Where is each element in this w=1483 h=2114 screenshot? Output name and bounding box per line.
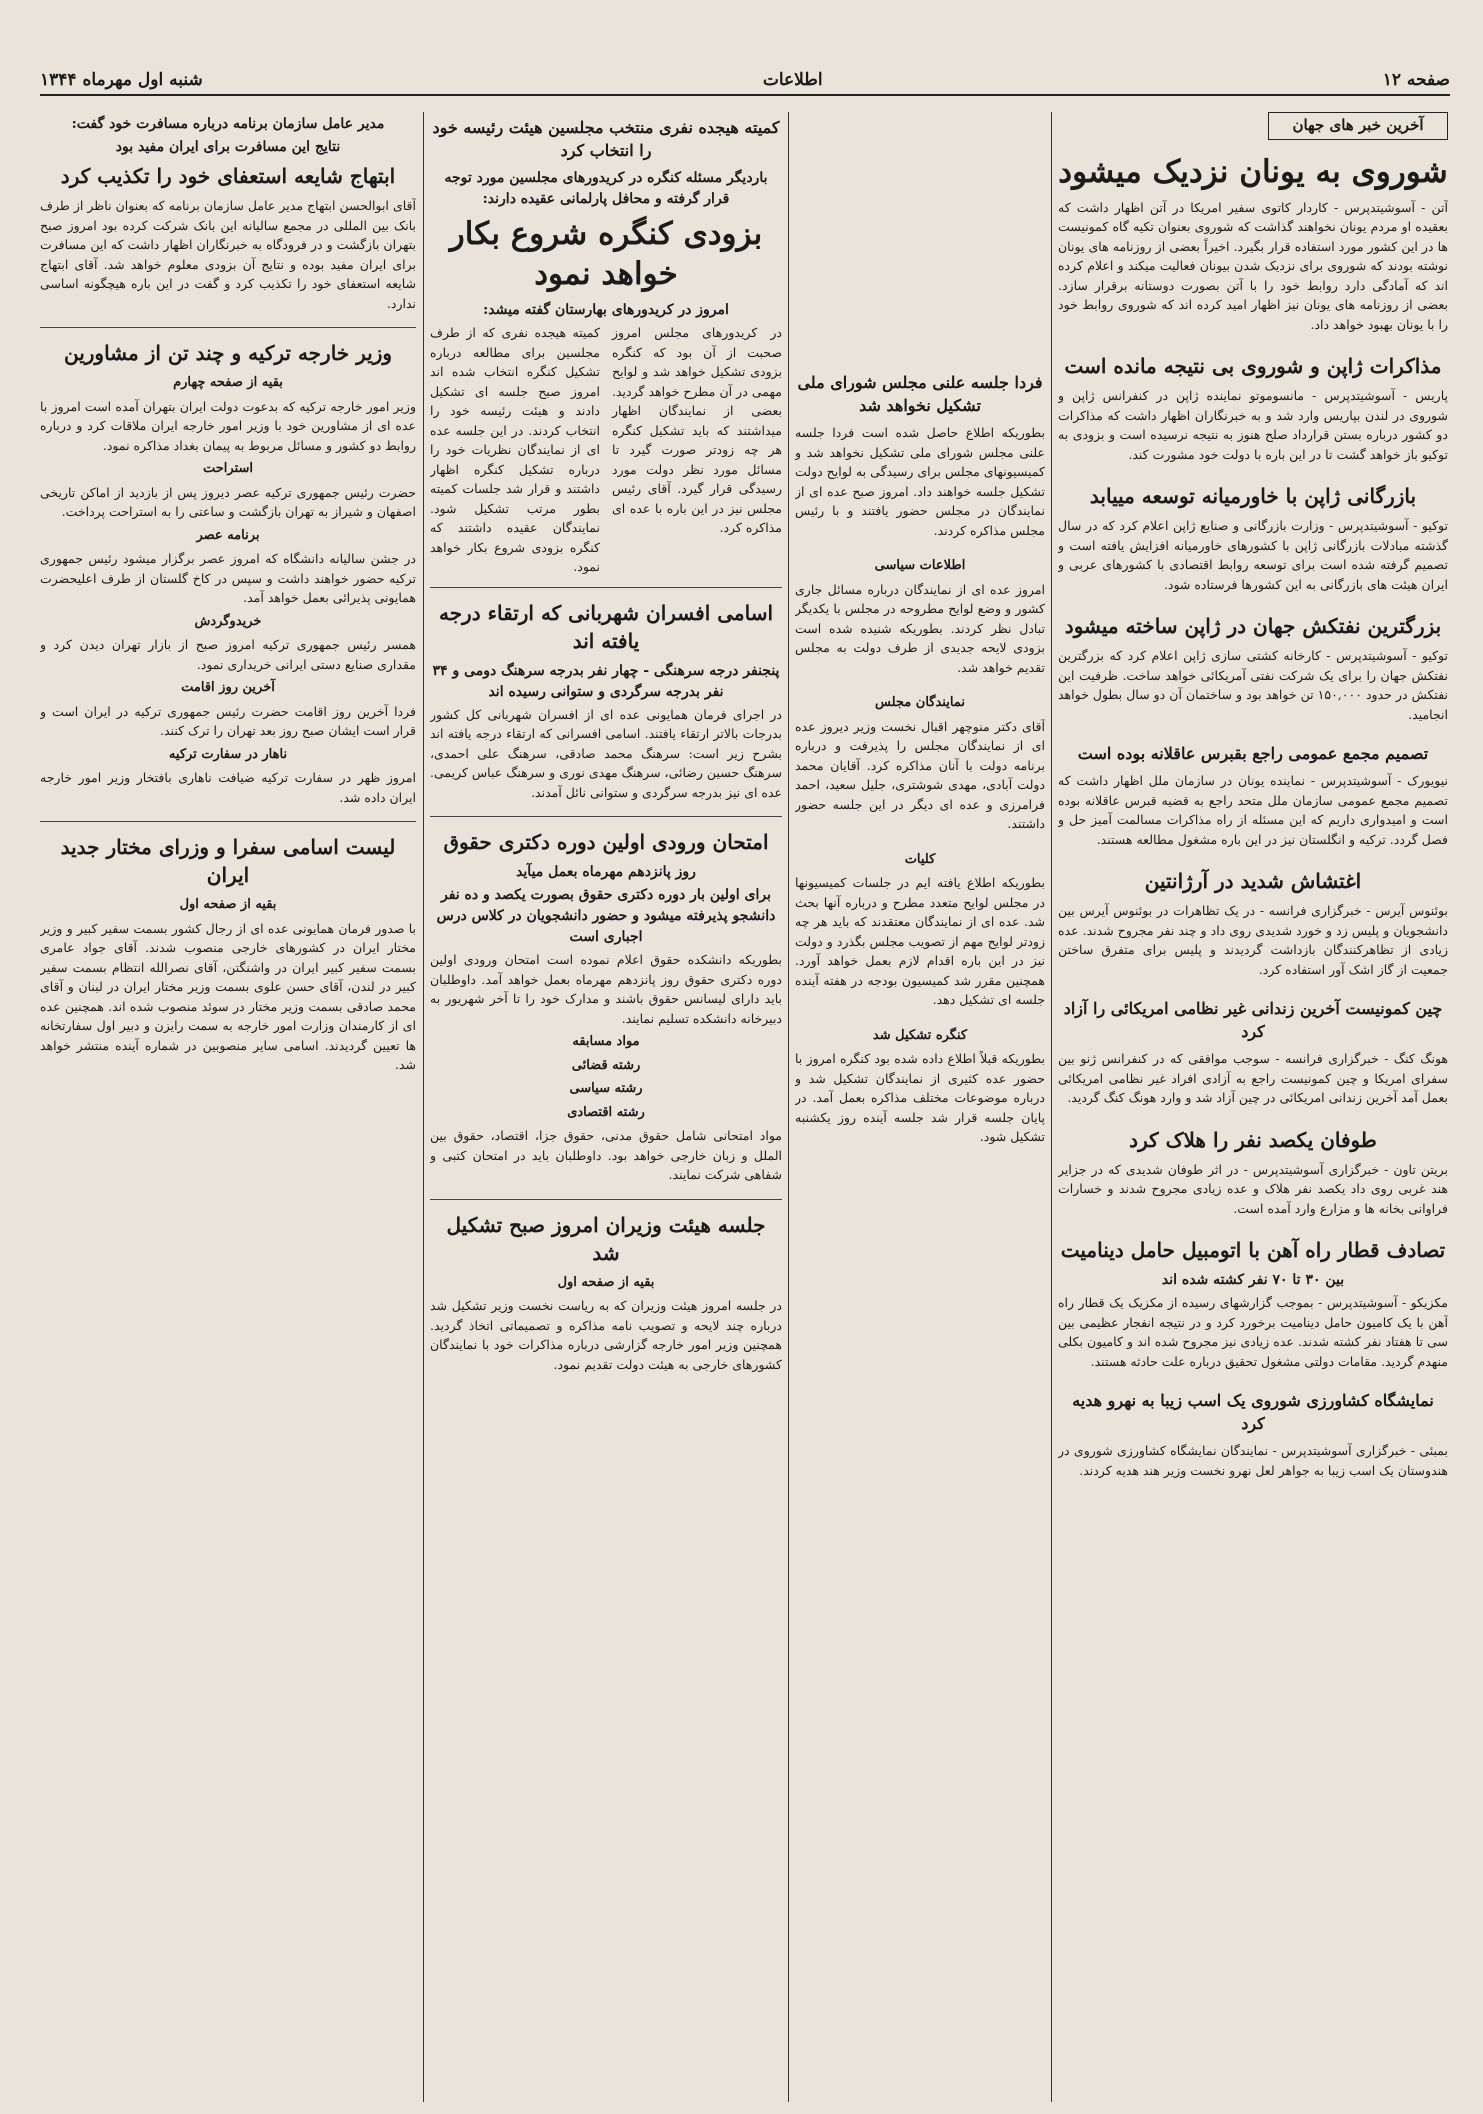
headline: ابتهاج شایعه استعفای خود را تکذیب کرد — [60, 164, 396, 188]
headline: تصادف قطار راه آهن با اتومبیل حامل دینامیت — [1060, 1238, 1446, 1262]
article-body: بریتن تاون - خبرگزاری آسوشیتدپرس - در اثر طوفان شدیدی که در جزایر هند غربی روی داد یکصد نفر هلاک و عده زیادی مجروح شدند و خسارات فراوانی بخانه ها و مزارع وارد آمده است. — [1058, 1161, 1448, 1216]
article-nehru-horse — [1058, 1385, 1448, 1484]
article-body: همسر رئیس جمهوری ترکیه امروز صبح از بازار تهران دیدن کرد و مقداری صنایع دستی ایرانی خریداری نمود. — [40, 637, 416, 672]
headline: وزیر خارجه ترکیه و چند تن از مشاورین — [63, 341, 393, 365]
article-generalities — [795, 848, 1045, 1014]
subheadline: امروز در کریدورهای بهارستان گفته میشد: — [483, 302, 729, 318]
article-body: توکیو - آسوشیتدپرس - کارخانه کشتی سازی ژاپن اعلام کرد که بزرگترین نفتکش جهان را برای یک شرکت نفتی آمریکائی خواهد ساخت. ظرفیت این نفتکش در حدود ۱۵۰,۰۰۰ تن خواهد بود و ساختمان آن دو سال بطول خواهد انجامید. — [1058, 648, 1448, 722]
headline: فردا جلسه علنی مجلس شورای ملی تشکیل نخواهد شد — [797, 373, 1043, 415]
article-body: نیویورک - آسوشیتدپرس - نماینده یونان در سازمان ملل اظهار داشت که تصمیم مجمع عمومی سازمان ملل متحد راجع به قضیه قبرس عاقلانه بوده است و امیدواری داریم که این مسئله از راه مذاکرات مسالمت آمیز حل و فصل گردد. ترکیه و انگلستان نیز در این باره مشغول مطالعه هستند. — [1058, 773, 1448, 847]
section-label: برنامه عصر — [196, 527, 260, 543]
headline: جلسه هیئت وزیران امروز صبح تشکیل شد — [446, 1212, 766, 1265]
article-japan-soviet-talks — [1058, 348, 1448, 468]
article-body: بطوریکه اطلاع حاصل شده است فردا جلسه علنی مجلس شورای ملی تشکیل نخواهد شد و کمیسیونهای مجلس برای رسیدگی به لوایح دولت تشکیل جلسه خواهند داد. امروز صبح عده ای از نمایندگان در مجلس حضور یافتند و با رئیس مجلس مذاکره کردند. — [795, 425, 1045, 538]
article-committee-18 — [430, 112, 782, 577]
headline: چین کمونیست آخرین زندانی غیر نظامی امریکائی را آزاد کرد — [1063, 999, 1443, 1041]
article-storm — [1058, 1122, 1448, 1223]
divider — [40, 327, 416, 328]
article-body: در جشن سالیانه دانشگاه که امروز عصر برگزار میشود رئیس جمهوری ترکیه حضور خواهند داشت و سپس در کاخ گلستان از طرف اعلیحضرت همایونی پذیرائی بعمل خواهد آمد. — [40, 551, 416, 605]
article-body: هونگ کنگ - خبرگزاری فرانسه - سوجب موافقی که در کنفرانس ژنو بین سفرای امریکا و چین کمونیست راجع به آزادی افراد غیر نظامی امریکائی بعمل آمد آخرین زندانی امریکائی در چین آزاد شد و وارد هونگ کنگ گردید. — [1058, 1051, 1448, 1105]
paper-name: اطلاعات — [762, 70, 823, 90]
headline: لیست اسامی سفرا و وزرای مختار جدید ایران — [60, 835, 396, 887]
column-parliament — [795, 112, 1045, 2102]
headline: اسامی افسران شهربانی که ارتقاء درجه یافته اند — [438, 600, 774, 653]
article-body: بمبئی - خبرگزاری آسوشیتدپرس - نمایندگان نمایشگاه کشاورزی شوروی در هندوستان یک اسب زیبا به جواهر لعل نهرو نخست وزیر هند هدیه کردند. — [1058, 1443, 1448, 1478]
article-body: در جلسه امروز هیئت وزیران که به ریاست نخست وزیر تشکیل شد درباره چند لایحه و تصویب نامه مذاکره و تصمیماتی اتخاذ گردید. همچنین وزیر امور خارجه گزارشی درباره مذاکرات خود با نمایندگان کشورهای خارجی به هیئت دولت تقدیم نمود. — [430, 1298, 782, 1372]
section-label: ناهار در سفارت ترکیه — [168, 746, 288, 762]
article-largest-tanker — [1058, 608, 1448, 728]
article-body: امروز ظهر در سفارت ترکیه ضیافت ناهاری بافتخار وزیر امور خارجه ایران داده شد. — [40, 770, 416, 805]
headline: اغتشاش شدید در آرژانتین — [1144, 869, 1362, 893]
headline: نمایشگاه کشاورزی شوروی یک اسب زیبا به نهرو هدیه کرد — [1072, 1391, 1434, 1433]
article-police-promotions — [430, 595, 782, 807]
section-label: کنگره تشکیل شد — [872, 1027, 968, 1043]
article-soviet-greece — [1058, 148, 1448, 339]
continued-label: بقیه از صفحه اول — [557, 1274, 655, 1290]
divider — [430, 587, 782, 588]
spacer — [795, 112, 1045, 367]
article-train-collision — [1058, 1232, 1448, 1375]
section-label: رشته اقتصادی — [567, 1104, 645, 1120]
article-law-doctorate-exam — [430, 824, 782, 1189]
section-label: خریدوگردش — [194, 613, 262, 629]
section-label: رشته سیاسی — [569, 1081, 643, 1096]
section-label: مواد مسابقه — [572, 1034, 640, 1049]
column-domestic — [40, 112, 416, 2102]
headline: طوفان یکصد نفر را هلاک کرد — [1129, 1127, 1377, 1152]
article-body-right: در کریدورهای مجلس امروز صحبت از آن بود که کنگره بزودی تشکیل خواهد شد و لوایح مهمی در آن مطرح خواهد گردید. بعضی از نمایندگان اظهار میداشتند که باید تشکیل کنگره هر چه زودتر صورت گیرد تا مسائل مورد نظر دولت مورد رسیدگی قرار گیرد. آقای رئیس مجلس نیز در این باره با عده ای مذاکره کرد. — [612, 325, 782, 535]
article-political-info — [795, 554, 1045, 681]
article-no-session-tomorrow — [795, 367, 1045, 544]
article-body: آتن - آسوشیتدپرس - کاردار کاتوی سفیر امریکا در آتن اظهار داشت که بعقیده او مردم یونان نخواهند گذاشت که شوروی بعنوان تکیه گاه کمونیست ها در این کشور مورد استفاده قرار بگیرد. اخیراً بعضی از روزنامه های یونان نوشته بودند که شوروی برای نزدیک شدن بیونان فعالیت میکند و اعلام کرده اند که آمادگی دارد روابط خود را با آتن بصورت دوستانه برقرار سازد. بعضی از روزنامه های یونان نیز اظهار امید کرده اند که شوروی روابط خود را با یونان بهبود خواهد داد. — [1058, 199, 1448, 332]
divider — [40, 821, 416, 822]
article-body: با صدور فرمان همایونی عده ای از رجال کشور بسمت سفیر کبیر و وزیر مختار ایران در کشورهای خارجی منصوب شدند. آقای جواد عامری بسمت سفیر کبیر ایران در واشنگتن، آقای نصرالله انتظام بسمت سفیر کبیر در لندن، آقای حسن علوی بسمت وزیر مختار ایران در لبنان و آقای محمد صادقی بسمت وزیر مختار در سوئد منصوب شده اند. همچنین عده ای از کارمندان وزارت امور خارجه به سمت رایزن و دبیر اول سفارتخانه ها تعیین گردیدند. اسامی سایر منصوبین در شماره آینده منتشر خواهد شد. — [40, 920, 416, 1072]
headline: شوروی به یونان نزدیک میشود — [1058, 153, 1448, 190]
subheadline: برای اولین بار دوره دکتری حقوق بصورت یکصد و ده نفر دانشجو پذیرفته میشود و حضور دانشجویان در کلاس درس اجباری است — [436, 887, 776, 945]
headline: مذاکرات ژاپن و شوروی بی نتیجه مانده است — [1064, 354, 1442, 378]
article-cyprus-decision — [1058, 738, 1448, 853]
column-rule — [423, 112, 424, 2102]
headline: بازرگانی ژاپن با خاورمیانه توسعه مییابد — [1089, 484, 1417, 508]
article-body: بطوریکه اطلاع یافته ایم در جلسات کمیسیونها در مجلس لوایح متعدد مطرح و درباره آنها بحث شد. عده ای از نمایندگان معتقدند که باید هر چه زودتر لوایح مهم از تصویب مجلس بگذرد و دولت نیز در این باره اقدام لازم بعمل خواهد آورد. همچنین مقرر شد کمیسیون بودجه در هفته آینده جلسه ای تشکیل دهد. — [795, 875, 1045, 1007]
article-turkish-fm — [40, 335, 416, 811]
article-body-left: کمیته هیجده نفری که از طرف مجلسین برای مطالعه درباره تشکیل کنگره انتخاب شده اند امروز صبح جلسه ای تشکیل دادند و هیئت رئیسه خود را انتخاب کردند. در این جلسه عده ای از نمایندگان نظریات خود را درباره تشکیل کنگره اظهار داشتند و قرار شد جلسات کمیته بطور مرتب تشکیل شود. نمایندگان عقیده داشتند که کنگره بزودی شروع بکار خواهد نمود. — [430, 325, 600, 574]
continued-label: بقیه از صفحه اول — [179, 897, 277, 912]
article-body: بطوریکه دانشکده حقوق اعلام نموده است امتحان ورودی اولین دوره دکتری حقوق روز پانزدهم مهرماه بعمل خواهد آمد. داوطلبان باید دارای لیسانس حقوق باشند و مدارک خود را تا آخر شهریور به دبیرخانه دانشکده تسلیم نمایند. — [430, 952, 782, 1026]
article-split — [430, 323, 782, 577]
column-rule — [1051, 112, 1052, 2102]
article-body: توکیو - آسوشیتدپرس - وزارت بازرگانی و صنایع ژاپن اعلام کرد که در سال گذشته مبادلات بازرگانی ژاپن با کشورهای خاورمیانه افزایش یافته است و تصمیم گرفته شده است برای توسعه روابط اقتصادی با کشورهای عربی و ایران هیئت های بازرگانی به این کشورها فرستاده شود. — [1058, 518, 1448, 592]
article-ambassadors — [40, 829, 416, 1079]
main-headline: بزودی کنگره شروع بکار خواهد نمود — [449, 216, 763, 292]
masthead — [40, 66, 1450, 96]
continued-label: بقیه از صفحه چهارم — [173, 375, 283, 390]
section-label: اطلاعات سیاسی — [874, 558, 966, 573]
article-body: در اجرای فرمان همایونی عده ای از افسران شهربانی کل کشور بدرجات بالاتر ارتقاء یافتند. اسامی افسرانی که ارتقاء درجه یافته اند بشرح زیر است: سرهنگ محمد صادقی، سرهنگ علی احمدی، سرهنگ حسین رضائی، سرهنگ مهدی نوری و سرهنگ عباس کریمی. عده ای نیز بدرجه سرگردی و ستوانی نائل آمدند. — [430, 706, 782, 800]
section-box-world-news: آخرین خبر های جهان — [1268, 112, 1448, 140]
subheadline: پنجنفر درجه سرهنگی - چهار نفر بدرجه سرهنگ دومی و ۳۴ نفر بدرجه سرگردی و ستوانی رسیده اند — [432, 662, 780, 700]
section-label: استراحت — [202, 461, 253, 476]
article-body: حضرت رئیس جمهوری ترکیه عصر دیروز پس از بازدید از اماکن تاریخی اصفهان و شیراز به تهران بازگشت و ساعتی را به استراحت پرداخت. — [40, 484, 416, 519]
article-body: وزیر امور خارجه ترکیه که بدعوت دولت ایران بتهران آمده است امروز با عده ای از مشاورین خود با وزیر امور خارجه ایران ملاقات کرد و درباره روابط دو کشور و مسائل مربوط به پیمان بغداد مذاکره نمود. — [40, 398, 416, 453]
article-body: پاریس - آسوشیتدپرس - مانسوموتو نماینده ژاپن در کنفرانس ژاپن و شوروی در لندن بپاریس وارد شد و به خبرنگاران اظهار داشت که مذاکرات دو کشور درباره بستن قرارداد صلح هنوز به نتیجه نرسیده است و بزودی به توکیو باز خواهد گشت تا در این باره با دولت خود مشورت کند. — [1058, 388, 1448, 462]
article-body: بوئنوس آیرس - خبرگزاری فرانسه - در یک تظاهرات در بوئنوس آیرس بین دانشجویان و پلیس زد و خورد شدیدی روی داد و چند نفر مجروح شدند. عده زیادی از تظاهرکنندگان بازداشت گردیدند و پلیس برای متفرق ساختن جمعیت از گاز اشک آور استفاده کرد. — [1058, 903, 1448, 977]
section-label: نمایندگان مجلس — [875, 695, 965, 710]
column-rule — [788, 112, 789, 2102]
section-label: آخرین روز اقامت — [181, 680, 275, 695]
article-china-release — [1058, 993, 1448, 1112]
column-world-news — [1058, 112, 1448, 2102]
article-body: مکزیکو - آسوشیتدپرس - بموجب گزارشهای رسیده از مکزیک یک قطار راه آهن با یک کامیون حامل دینامیت برخورد کرد و در نتیجه انفجار عظیمی بین سی تا هفتاد نفر کشته شدند. عده زیادی نیز مجروح شده اند و کامیون بکلی منهدم گردید. مقامات دولتی مشغول تحقیق درباره علت حادثه هستند. — [1058, 1295, 1448, 1369]
article-ebtehaj — [40, 112, 416, 317]
article-body: بطوریکه قبلاً اطلاع داده شده بود کنگره امروز با حضور عده کثیری از نمایندگان تشکیل شد و درباره موضوعات مختلف مذاکره بعمل آمد. در پایان جلسه قرار شد جلسه آینده روز یکشنبه تشکیل شود. — [795, 1051, 1045, 1144]
article-body: مواد امتحانی شامل حقوق مدنی، حقوق جزا، اقتصاد، حقوق بین الملل و زبان خارجی خواهد بود. داوطلبان باید در امتحان کتبی و شفاهی شرکت نمایند. — [430, 1128, 782, 1182]
subheadline: بین ۳۰ تا ۷۰ نفر کشته شده اند — [1161, 1272, 1345, 1288]
article-argentina-unrest — [1058, 863, 1448, 983]
divider — [430, 816, 782, 817]
headline: امتحان ورودی اولین دوره دکتری حقوق — [443, 830, 769, 854]
article-japan-mideast-trade — [1058, 478, 1448, 598]
subheadline: باردیگر مسئله کنگره در کریدورهای مجلسین مورد توجه قرار گرفته و محافل پارلمانی عقیده دارند: — [444, 170, 768, 207]
page-number: صفحه ۱۲ — [1382, 70, 1450, 90]
article-cabinet-meeting — [430, 1207, 782, 1379]
subheadline: نتایج این مسافرت برای ایران مفید بود — [115, 139, 341, 155]
article-congress-formed — [795, 1024, 1045, 1151]
headline: تصمیم مجمع عمومی راجع بقبرس عاقلانه بوده است — [1077, 744, 1429, 763]
headline: بزرگترین نفتکش جهان در ژاپن ساخته میشود — [1064, 614, 1442, 638]
divider — [430, 1199, 782, 1200]
headline: کمیته هیجده نفری منتخب مجلسین هیئت رئیسه خود را انتخاب کرد — [432, 118, 780, 160]
article-body: فردا آخرین روز اقامت حضرت رئیس جمهوری ترکیه در ایران است و قرار است ایشان صبح روز بعد تهران را ترک کنند. — [40, 703, 416, 738]
article-deputies — [795, 691, 1045, 838]
issue-date: شنبه اول مهرماه ۱۳۴۴ — [40, 70, 203, 90]
subheadline: مدیر عامل سازمان برنامه درباره مسافرت خود گفت: — [71, 116, 385, 132]
article-body: آقای ابوالحسن ابتهاج مدیر عامل سازمان برنامه که بعنوان ناظر از طرف بانک بین المللی در مجمع سالیانه این بانک شرکت کرده بود امروز صبح بتهران بازگشت و در فرودگاه به خبرنگاران اظهار داشت که این مسافرت برای ایران مفید بوده و نتایج آن بزودی معلوم خواهد شد. آقای ابتهاج شایعه استعفای خود را تکذیب کرد و گفت در این باره هیچگونه اساسی ندارد. — [40, 198, 416, 311]
subheadline: روز پانزدهم مهرماه بعمل میآید — [516, 864, 696, 880]
article-body: آقای دکتر منوچهر اقبال نخست وزیر دیروز عده ای از نمایندگان مجلس را پذیرفت و درباره برنامه دولت با آنان مذاکره کرد. آقایان محمد دولت آبادی، مهدی شوشتری، جلیل سعید، احمد فرامرزی و عده ای دیگر در این جلسه حضور داشتند. — [795, 718, 1045, 831]
article-body: امروز عده ای از نمایندگان درباره مسائل جاری کشور و وضع لوایح مطروحه در مجلس با یکدیگر تبادل نظر کردند. بطوریکه شنیده شده است بزودی لایحه جدیدی از طرف دولت به مجلس تقدیم خواهد شد. — [795, 581, 1045, 675]
section-label: کلیات — [904, 851, 936, 867]
column-congress — [430, 112, 782, 2102]
section-label: رشته قضائی — [571, 1057, 641, 1073]
